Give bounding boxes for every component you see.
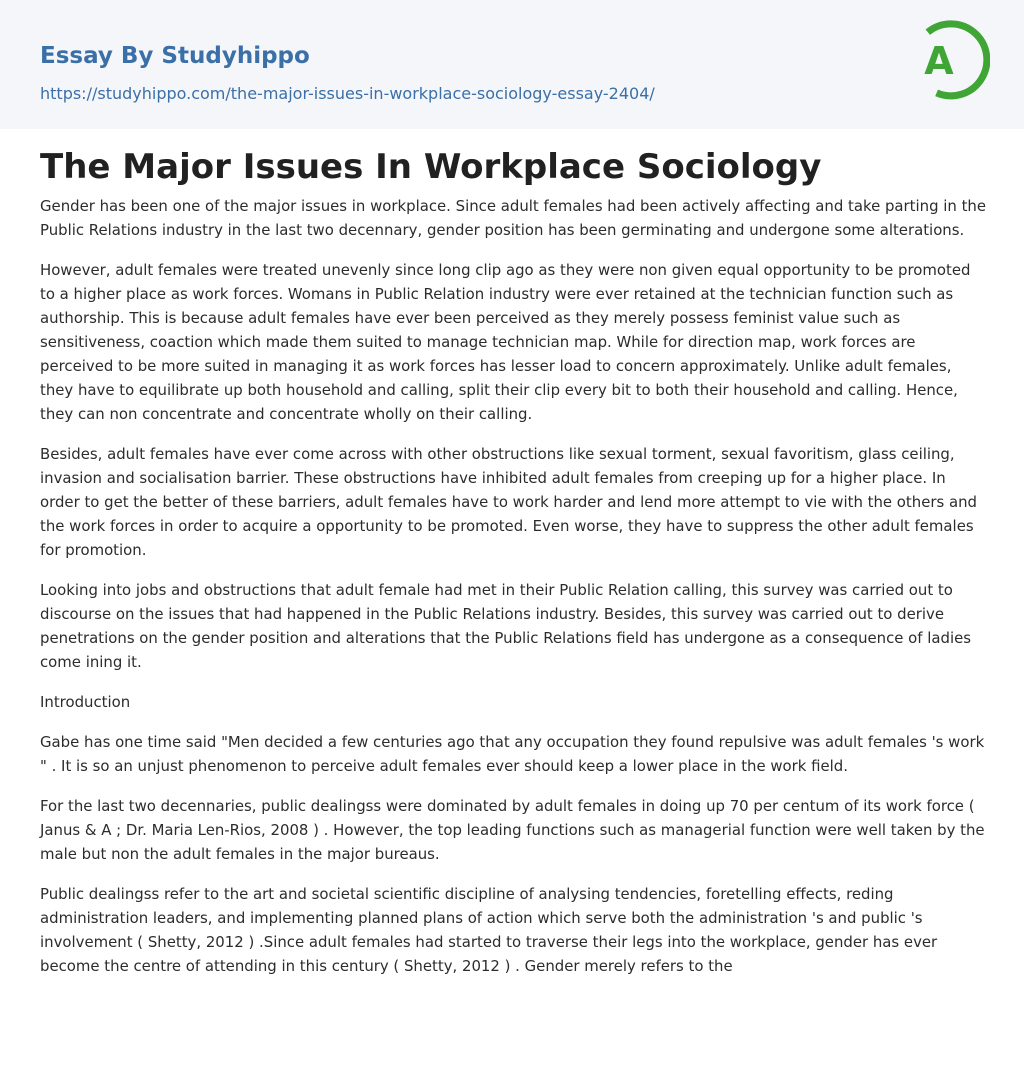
site-header — [0, 0, 1024, 129]
essay-paragraph: Besides, adult females have ever come across with other obstructions like sexual torment, sexual favoritism, glass ceiling, invasion and socialisation barrier. These obstructions have inhibited adult females from creeping up for a higher place. In order to get the better of these barriers, adult females have to work harder and lend more attempt to vie with the others and the work forces in order to acquire a opportunity to be promoted. Even worse, they have to suppress the other adult females for promotion. — [40, 445, 977, 559]
section-heading-introduction: Introduction — [40, 693, 131, 711]
essay-body — [40, 194, 988, 994]
essay-paragraph: Gabe has one time said "Men decided a few centuries ago that any occupation they found repulsive was adult females 's work " . It is so an unjust phenomenon to perceive adult females ever should keep a lower place in the work field. — [40, 733, 985, 775]
essay-paragraph: Public dealingss refer to the art and societal scientific discipline of analysing tendencies, foretelling effects, reding administration leaders, and implementing planned plans of action which serve both the administration 's and public 's involvement ( Shetty, 2012 ) .Since adult females had started to traverse their legs into the workplace, gender has ever become the centre of attending in this century ( Shetty, 2012 ) . Gender merely refers to the — [40, 885, 938, 975]
essay-paragraph: Gender has been one of the major issues in workplace. Since adult females had been actively affecting and take parting in the Public Relations industry in the last two decennary, gender position has been germinating and undergone some alterations. — [40, 197, 987, 239]
page-title: The Major Issues In Workplace Sociology — [40, 147, 822, 187]
essay-paragraph: However, adult females were treated unevenly since long clip ago as they were non given equal opportunity to be promoted to a higher place as work forces. Womans in Public Relation industry were ever retained at the technician function such as authorship. This is because adult females have ever been perceived as they merely possess feminist value such as sensitiveness, coaction which made them suited to manage technician map. While for direction map, work forces are perceived to be more suited in managing it as work forces has lesser load to concern approximately. Unlike adult females, they have to equilibrate up both household and calling, split their clip every bit to both their household and calling. Hence, they can non concentrate and concentrate wholly on their calling. — [40, 261, 971, 423]
site-title[interactable]: Essay By Studyhippo — [40, 43, 310, 69]
logo-letter: A — [924, 39, 954, 83]
studyhippo-logo[interactable] — [906, 19, 990, 103]
essay-paragraph: For the last two decennaries, public dealingss were dominated by adult females in doing up 70 per centum of its work force ( Janus & A ; Dr. Maria Len-Rios, 2008 ) . However, the top leading functions such as managerial function were well taken by the male but non the adult females in the major bureaus. — [40, 797, 985, 863]
essay-url-link[interactable]: https://studyhippo.com/the-major-issues-in-workplace-sociology-essay-2404/ — [40, 84, 655, 103]
essay-paragraph: Looking into jobs and obstructions that adult female had met in their Public Relation calling, this survey was carried out to discourse on the issues that had happened in the Public Relations industry. Besides, this survey was carried out to derive penetrations on the gender position and alterations that the Public Relations field has undergone as a consequence of ladies come ining it. — [40, 581, 972, 671]
